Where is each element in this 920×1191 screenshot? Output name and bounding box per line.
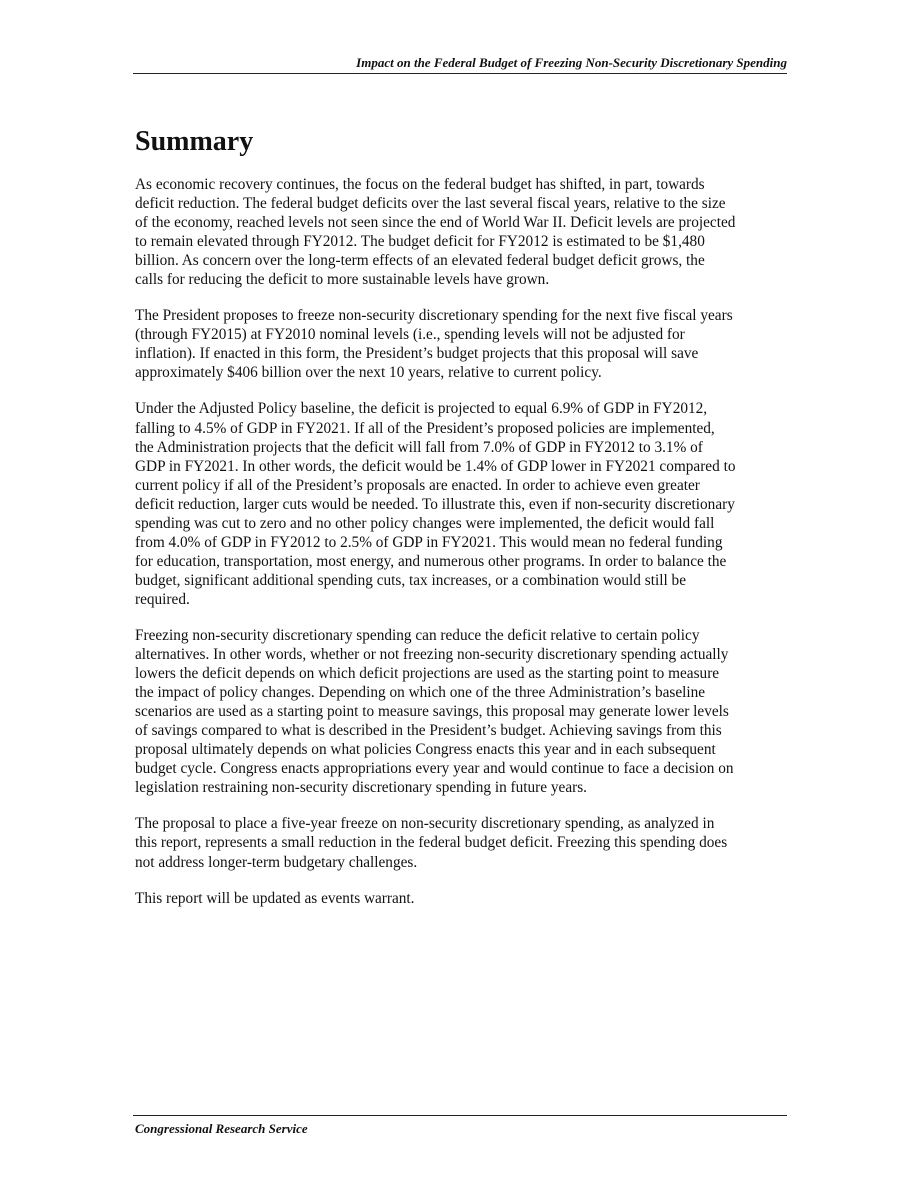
footer-source: Congressional Research Service [135, 1121, 308, 1136]
paragraph-line: the Administration projects that the deficit will fall from 7.0% of GDP in FY2012 to 3.1% of [135, 438, 703, 456]
paragraph-line: deficit reduction, larger cuts would be needed. To illustrate this, even if non-security discretionary [135, 495, 735, 513]
paragraph-line: scenarios are used as a starting point to measure savings, this proposal may generate lower levels [135, 703, 729, 721]
paragraph-line: Freezing non-security discretionary spending can reduce the deficit relative to certain policy [135, 626, 700, 644]
summary-paragraph [135, 626, 789, 797]
paragraph-line: required. [135, 590, 190, 608]
paragraph-line: The President proposes to freeze non-security discretionary spending for the next five fiscal years [135, 307, 733, 325]
paragraph-line: alternatives. In other words, whether or not freezing non-security discretionary spending actually [135, 646, 729, 664]
paragraph-line: for education, transportation, most energy, and numerous other programs. In order to balance the [135, 552, 727, 570]
paragraph-line: inflation). If enacted in this form, the President’s budget projects that this proposal will save [135, 345, 699, 363]
summary-paragraph [135, 814, 789, 871]
summary-paragraph [135, 399, 789, 609]
paragraph-line: calls for reducing the deficit to more sustainable levels have grown. [135, 271, 550, 289]
paragraph-line: legislation restraining non-security discretionary spending in future years. [135, 779, 587, 797]
paragraph-line: deficit reduction. The federal budget deficits over the last several fiscal years, relative to the size [135, 195, 726, 213]
paragraph-line: GDP in FY2021. In other words, the deficit would be 1.4% of GDP lower in FY2021 compared to [135, 457, 736, 475]
paragraph-line: (through FY2015) at FY2010 nominal levels (i.e., spending levels will not be adjusted for [135, 326, 685, 344]
paragraph-line: budget cycle. Congress enacts appropriations every year and would continue to face a decision on [135, 760, 734, 778]
summary-paragraph [135, 889, 789, 908]
page-header [133, 54, 787, 74]
paragraph-line: Under the Adjusted Policy baseline, the deficit is projected to equal 6.9% of GDP in FY2012, [135, 400, 708, 418]
paragraph-line: The proposal to place a five-year freeze on non-security discretionary spending, as analyzed in [135, 815, 715, 833]
paragraph-line: of savings compared to what is described in the President’s budget. Achieving savings from this [135, 722, 722, 740]
summary-paragraph [135, 306, 789, 382]
paragraph-line: this report, represents a small reduction in the federal budget deficit. Freezing this spending does [135, 834, 728, 852]
running-title: Impact on the Federal Budget of Freezing Non-Security Discretionary Spending [356, 55, 787, 70]
section-title: Summary [135, 126, 254, 157]
summary-body [135, 175, 789, 908]
paragraph-line: of the economy, reached levels not seen since the end of World War II. Deficit levels are projected [135, 214, 736, 232]
page-footer [133, 1115, 787, 1137]
paragraph-line: the impact of policy changes. Depending on which one of the three Administration’s baseline [135, 684, 706, 702]
paragraph-line: current policy if all of the President’s proposals are enacted. In order to achieve even greater [135, 476, 700, 494]
summary-paragraph [135, 175, 789, 289]
paragraph-line: not address longer-term budgetary challenges. [135, 853, 418, 871]
paragraph-line: billion. As concern over the long-term effects of an elevated federal budget deficit grows, the [135, 252, 705, 270]
paragraph-line: proposal ultimately depends on what policies Congress enacts this year and in each subsequent [135, 741, 716, 759]
paragraph-line: spending was cut to zero and no other policy changes were implemented, the deficit would fall [135, 514, 715, 532]
paragraph-line: to remain elevated through FY2012. The budget deficit for FY2012 is estimated to be $1,480 [135, 233, 705, 251]
paragraph-line: budget, significant additional spending cuts, tax increases, or a combination would still be [135, 571, 686, 589]
paragraph-line: from 4.0% of GDP in FY2012 to 2.5% of GDP in FY2021. This would mean no federal funding [135, 533, 723, 551]
paragraph-line: This report will be updated as events warrant. [135, 889, 415, 907]
report-content [135, 122, 789, 925]
paragraph-line: As economic recovery continues, the focus on the federal budget has shifted, in part, towards [135, 176, 705, 193]
paragraph-line: lowers the deficit depends on which deficit projections are used as the starting point to measure [135, 665, 720, 683]
paragraph-line: falling to 4.5% of GDP in FY2021. If all of the President’s proposed policies are implemented, [135, 419, 715, 437]
paragraph-line: approximately $406 billion over the next 10 years, relative to current policy. [135, 364, 602, 382]
